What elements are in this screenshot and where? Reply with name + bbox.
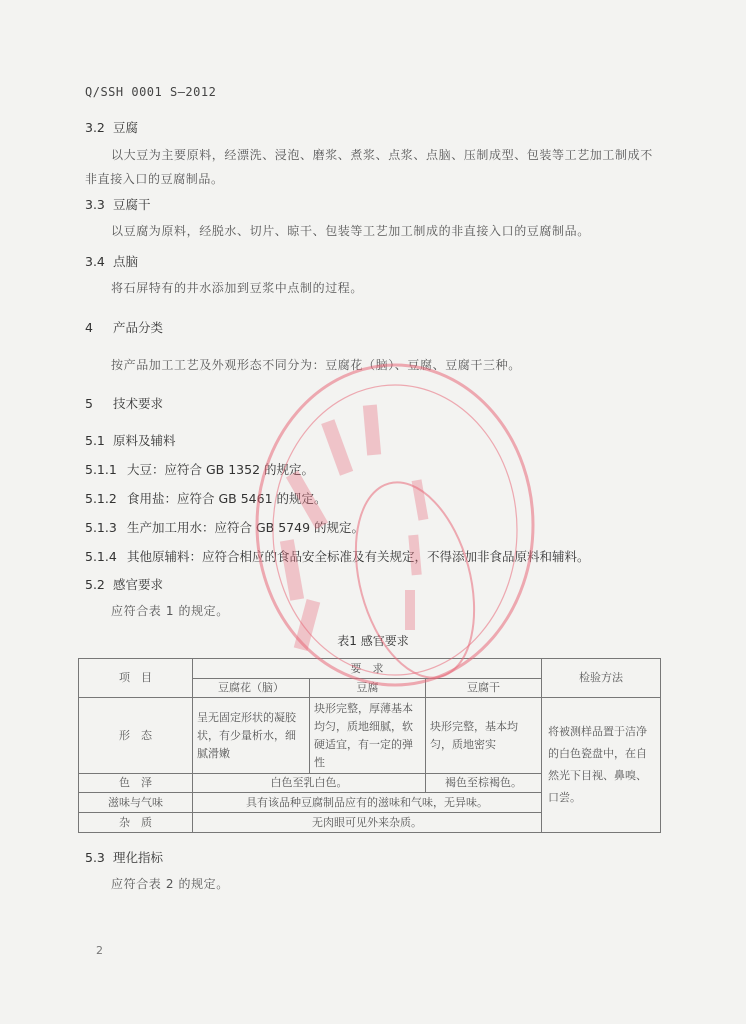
heading-5-3: 5.3 理化指标 (85, 850, 164, 865)
heading-5: 5 技术要求 (85, 396, 164, 411)
table-caption: 表1 感官要求 (337, 634, 409, 648)
table-head-method: 检验方法 (542, 659, 661, 698)
table-subhead-tofu-pudding: 豆腐花（脑） (193, 679, 310, 698)
page-number: 2 (96, 944, 103, 957)
item-5-1-3: 5.1.3 生产加工用水：应符合 GB 5749 的规定。 (85, 520, 364, 535)
cell-test-method: 将被测样品置于洁净的白色瓷盘中，在自然光下目视、鼻嗅、口尝。 (542, 698, 661, 833)
paragraph-5-3: 应符合表 2 的规定。 (111, 877, 229, 891)
cell-shape-tofu-pudding: 呈无固定形状的凝胶状，有少量析水，细腻滑嫩 (193, 698, 310, 774)
paragraph-3-3: 以豆腐为原料，经脱水、切片、晾干、包装等工艺加工制成的非直接入口的豆腐制品。 (111, 224, 590, 238)
heading-5-1: 5.1 原料及辅料 (85, 433, 176, 448)
heading-3-2: 3.2 豆腐 (85, 120, 139, 135)
paragraph-3-2: 以大豆为主要原料，经漂洗、浸泡、磨浆、煮浆、点浆、点脑、压制成型、包装等工艺加工制成不非直接入口的豆腐制品。 (85, 148, 653, 186)
item-5-1-1: 5.1.1 大豆：应符合 GB 1352 的规定。 (85, 462, 314, 477)
table-subhead-dried-tofu: 豆腐干 (426, 679, 542, 698)
paragraph-3-4: 将石屏特有的井水添加到豆浆中点制的过程。 (111, 281, 364, 295)
heading-5-2: 5.2 感官要求 (85, 577, 164, 592)
cell-shape-dried-tofu: 块形完整，基本均匀，质地密实 (426, 698, 542, 774)
cell-color-tofu: 白色至乳白色。 (193, 774, 426, 793)
row-label-taste: 滋味与气味 (79, 793, 193, 813)
doc-code: Q/SSH 0001 S—2012 (85, 85, 217, 99)
heading-4: 4 产品分类 (85, 320, 164, 335)
cell-color-dried-tofu: 褐色至棕褐色。 (426, 774, 542, 793)
cell-taste: 具有该品种豆腐制品应有的滋味和气味，无异味。 (193, 793, 542, 813)
table-subhead-tofu: 豆腐 (310, 679, 426, 698)
sensory-requirements-table (78, 658, 660, 832)
item-5-1-4: 5.1.4 其他原辅料：应符合相应的食品安全标准及有关规定，不得添加非食品原料和辅料。 (85, 549, 590, 564)
row-label-shape: 形 态 (79, 698, 193, 774)
row-label-color: 色 泽 (79, 774, 193, 793)
table-head-requirement: 要 求 (193, 659, 542, 679)
item-5-1-2: 5.1.2 食用盐：应符合 GB 5461 的规定。 (85, 491, 327, 506)
row-label-impurity: 杂 质 (79, 813, 193, 833)
cell-impurity: 无肉眼可见外来杂质。 (193, 813, 542, 833)
paragraph-4: 按产品加工工艺及外观形态不同分为：豆腐花（脑）、豆腐、豆腐干三种。 (111, 358, 521, 372)
heading-3-4: 3.4 点脑 (85, 254, 139, 269)
cell-shape-tofu: 块形完整，厚薄基本均匀，质地细腻，软硬适宜，有一定的弹性 (310, 698, 426, 774)
paragraph-5-2: 应符合表 1 的规定。 (111, 604, 229, 618)
heading-3-3: 3.3 豆腐干 (85, 197, 151, 212)
table-head-item: 项 目 (79, 659, 193, 698)
